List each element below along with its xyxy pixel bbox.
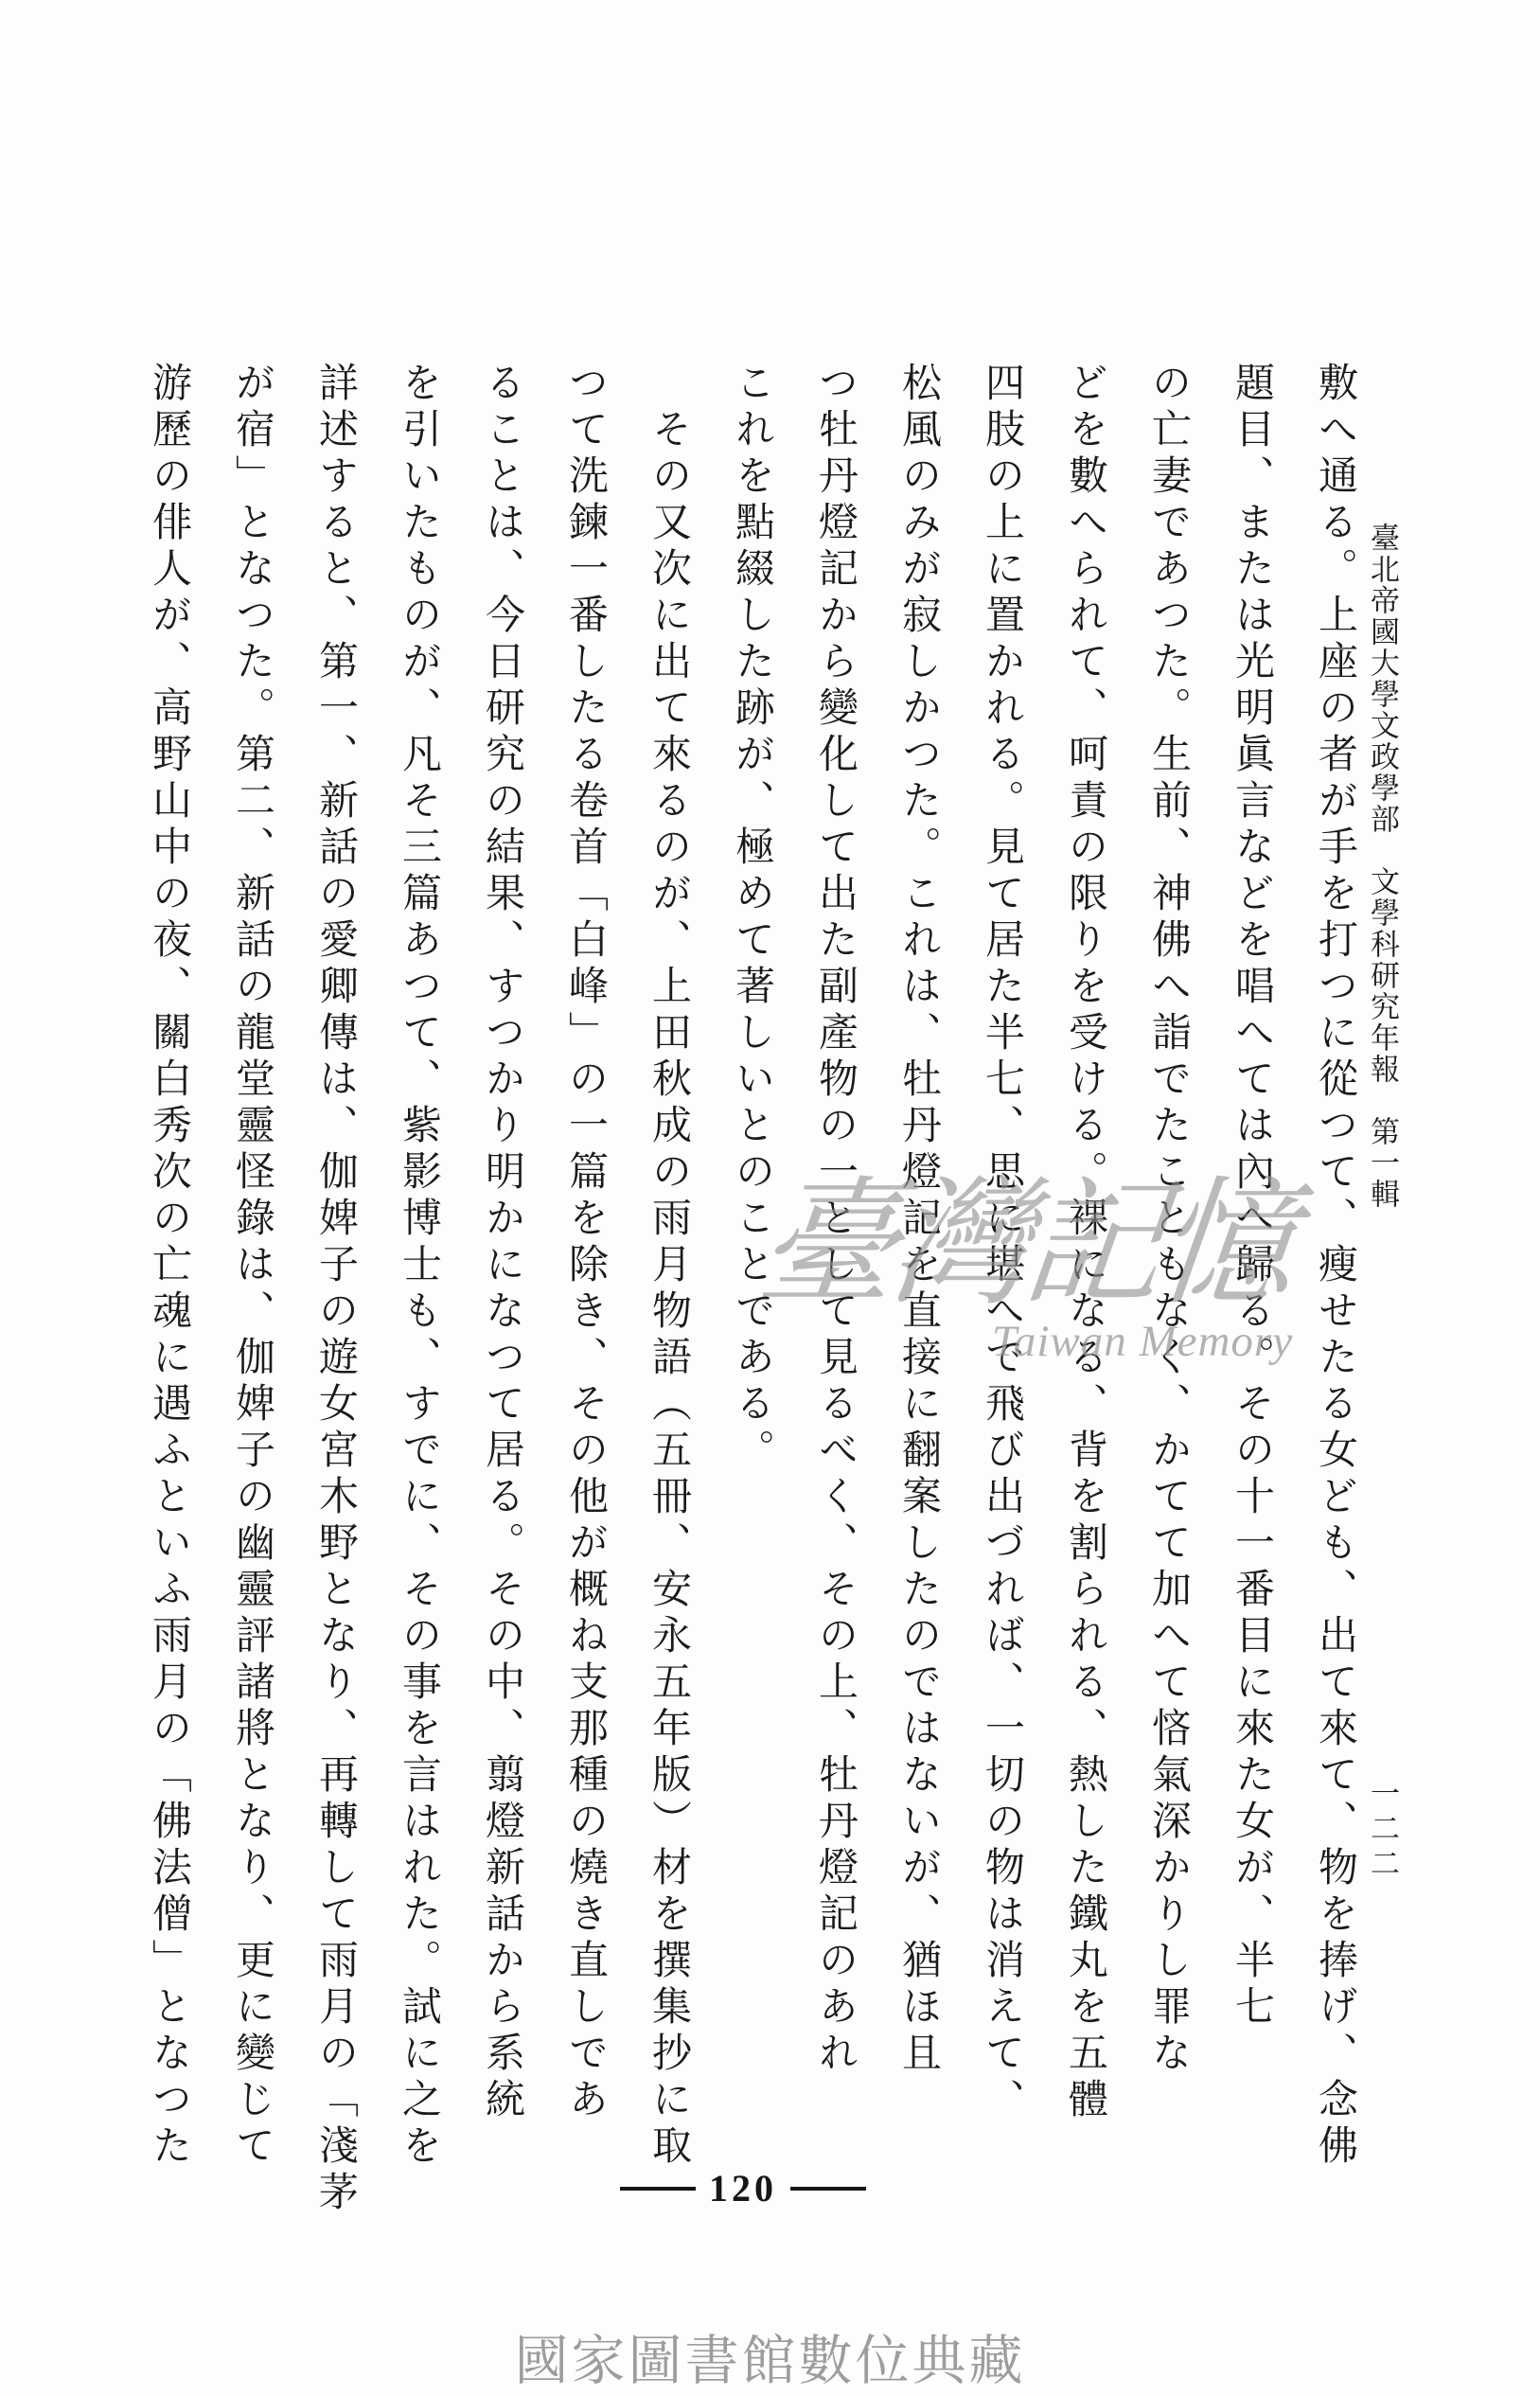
page-number-left-rule: [620, 2187, 696, 2191]
text-column: どを數へられて、呵責の限りを受ける。裸になる、背を割られる、熱した鐵丸を五體: [1063, 362, 1106, 2124]
text-column: を引いたものが、凡そ三篇あつて、紫影博士も、すでに、その事を言はれた。試に之を: [397, 362, 440, 2171]
text-column: ることは、今日研究の結果、すつかり明かになつて居る。その中、翦燈新話から系統: [480, 362, 523, 2124]
folio-kanji: 一二二: [1366, 1778, 1399, 1883]
archive-banner: 國家圖書館數位典藏: [514, 2331, 1026, 2391]
text-column: 敷へ通る。上座の者が手を打つに從つて、瘦せたる女ども、出て來て、物を捧げ、念佛: [1313, 362, 1356, 2171]
watermark-latin-text: Taiwan Memory: [992, 1317, 1294, 1366]
text-column: つて洗鍊一番したる卷首「白峰」の一篇を除き、その他が概ね支那種の燒き直しであ: [563, 362, 607, 2124]
text-column: これを點綴した跡が、極めて著しいとのことである。: [730, 362, 773, 1475]
watermark-cjk-text: 臺灣記憶: [751, 1168, 1298, 1322]
text-column: 題目、または光明眞言などを唱へては內へ歸る。その十一番目に來た女が、半七: [1230, 362, 1273, 2032]
text-column: つ牡丹燈記から變化して出た副產物の一として見るべく、その上、牡丹燈記のあれ: [813, 362, 857, 2078]
text-column: の亡妻であつた。生前、神佛へ詣でたこともなく、かてて加へて悋氣深かりし罪な: [1146, 362, 1190, 2078]
text-column: 松風のみが寂しかつた。これは、牡丹燈記を直接に翻案したのではないが、猶ほ且: [896, 362, 940, 2078]
text-column: が宿」となつた。第二、新話の龍堂靈怪錄は、伽婢子の幽靈評諸將となり、更に變じて: [230, 362, 274, 2171]
text-column: 詳述すると、第一、新話の愛卿傳は、伽婢子の遊女宮木野となり、再轉して雨月の「淺茅: [313, 362, 357, 2217]
running-head: 臺北帝國大學文政學部 文學科研究年報 第一輯: [1366, 523, 1399, 1210]
printed-page-number: [620, 2167, 866, 2210]
page-number-right-rule: [790, 2187, 866, 2191]
text-column: 四肢の上に置かれる。見て居た半七、思に堪へで飛び出づれば、一切の物は消えて、: [980, 362, 1023, 2124]
page-number-value: 120: [709, 2167, 777, 2210]
text-column: その又次に出て來るのが、上田秋成の雨月物語（五冊、安永五年版）材を撰集抄に取: [646, 362, 690, 2171]
text-column: 游歷の俳人が、高野山中の夜、關白秀次の亡魂に遇ふといふ雨月の「佛法僧」となつた: [147, 362, 190, 2171]
